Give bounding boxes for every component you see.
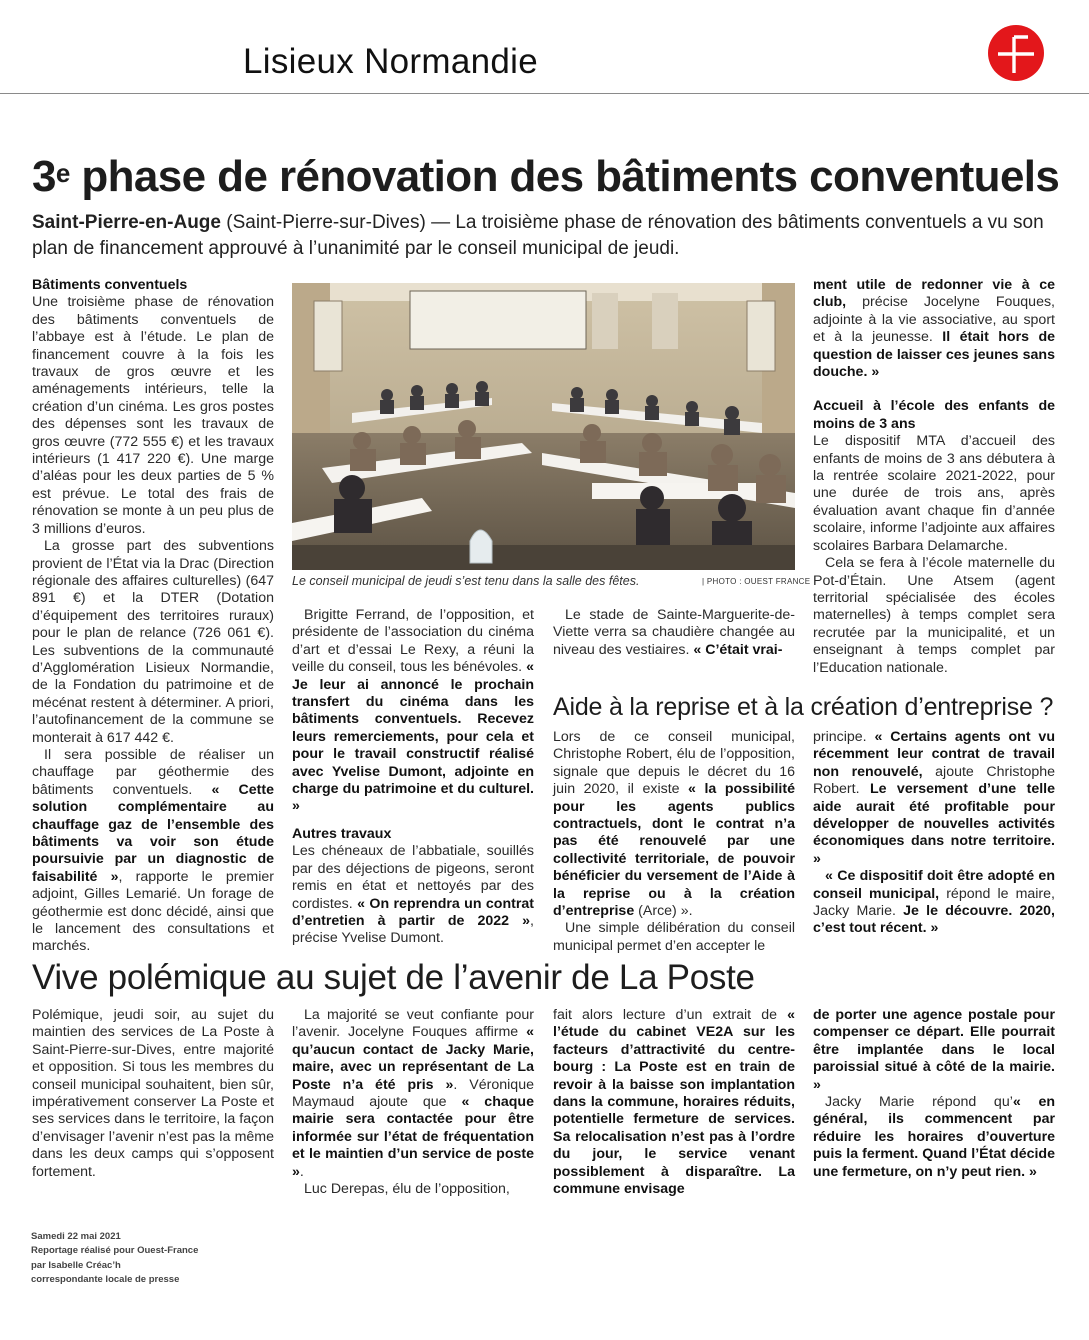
paragraph: Le stade de Sainte-Marguerite-de-Viette verra sa chaudière changée au niveau des vestiaires. « C’était vrai- — [553, 607, 795, 658]
paragraph: Lors de ce conseil municipal, Christophe Robert, élu de l’opposition, signale que depuis le décret du 16 juin 2020, il existe « la possibilité pour les agents publics contractuels, dont le contrat n’a pas été renouvelé par une collectivité territoriale, de pouvoir bénéficier du versement de l’Aide à la reprise ou à la création d’entreprise (Arce) ». — [553, 729, 795, 920]
subhead-autres-travaux: Autres travaux — [292, 825, 392, 842]
council-meeting-photo — [292, 283, 795, 570]
subhead-batiments: Bâtiments conventuels — [32, 277, 188, 293]
paragraph: Polémique, jeudi soir, au sujet du maintien des services de La Poste à Saint-Pierre-sur-Dives, entre majorité et opposition. Si tous les membres du conseil municipal souhaitent, bien sûr, impérativement conserver La Poste et ses services dans le territoire, la façon d’envisager l’avenir n’est pas la même dans les deux camps qui s’opposent fortement. — [32, 1007, 274, 1180]
paragraph: La majorité se veut confiante pour l’avenir. Jocelyne Fouques affirme « qu’aucun contact de Jacky Marie, maire, avec un représentant de La Poste n’a été pris ». Véronique Maymaud ajoute que « chaque mairie sera contactée pour être informée sur l’état de fréquentation et le maintien d’un service de poste ». — [292, 1007, 534, 1180]
footer-credits — [31, 1230, 198, 1288]
column-poste-3 — [553, 1007, 795, 1198]
paragraph: de porter une agence postale pour compenser ce départ. Elle pourrait être implantée dans le local paroissial situé à côté de la mairie. » — [813, 1007, 1055, 1093]
paragraph: « Ce dispositif doit être adopté en conseil municipal, répond le maire, Jacky Marie. Je le découvre. 2020, c’est tout récent. » — [813, 868, 1055, 937]
column-poste-1 — [32, 1007, 274, 1181]
column-poste-2 — [292, 1007, 534, 1198]
paragraph: Les chéneaux de l’abbatiale, souillés par des déjections de pigeons, seront remis en état et nettoyés par des cordistes. « On reprendra un contrat d’entretien à partir de 2022 », précise Yvelise Dumont. — [292, 843, 534, 947]
header-rule — [0, 93, 1089, 94]
headline-aide-reprise: Aide à la reprise et à la création d’entreprise ? — [553, 693, 1054, 721]
column-aide-2 — [813, 729, 1055, 938]
photo-caption: Le conseil municipal de jeudi s’est tenu dans la salle des fêtes. — [292, 574, 640, 588]
column-3 — [553, 607, 795, 659]
paragraph: Le dispositif MTA d’accueil des enfants de moins de 3 ans débutera à la rentrée scolaire 2021-2022, pour une durée de trois ans, après évaluation avant chaque fin d’année scolaire, informe l’adjointe aux affaires scolaires Barbara Delamarche. — [813, 433, 1055, 554]
column-poste-4 — [813, 1007, 1055, 1181]
paragraph: Une simple délibération du conseil municipal permet d’en accepter le — [553, 920, 795, 954]
column-1 — [32, 277, 274, 956]
lede: Saint-Pierre-en-Auge (Saint-Pierre-sur-Dives) — La troisième phase de rénovation des bâtiments conventuels a vu son plan de financement approuvé à l’unanimité par le conseil municipal de jeudi. — [32, 212, 1044, 259]
paragraph: La grosse part des subventions provient de l’État via la Drac (Direction régionale des affaires culturelles) (647 891 €) et la DTER (Dotation d’équipement des territoires ruraux) pour le plan de relance (726 061 €). Les subventions de la communauté d’Agglomération Lisieux Normandie, de la Fondation du patrimoine et de mécénat restent à déterminer. A priori, l’autofinancement de la commune se monterait à 617 442 €. — [32, 538, 274, 746]
paragraph: ment utile de redonner vie à ce club, précise Jocelyne Fouques, adjointe à la vie associative, au sport et à la jeunesse. Il était hors de question de laisser ces jeunes sans douche. » — [813, 277, 1055, 381]
paragraph: principe. « Certains agents ont vu récemment leur contrat de travail non renouvelé, ajoute Christophe Robert. Le versement d’une telle aide aurait été profitable pour développer de nouvelles activités économiques dans notre territoire. » — [813, 729, 1056, 867]
subhead-accueil-ecole: Accueil à l’école des enfants de moins de 3 ans — [813, 398, 1055, 432]
section-title: Lisieux Normandie — [243, 42, 538, 81]
column-aide-1 — [553, 729, 795, 955]
paragraph: Une troisième phase de rénovation des bâtiments conventuels de l’abbaye est à l’étude. Le plan de financement couvre à la fois les travaux de gros œuvre et les aménagements intérieurs, telle la création d’un cinéma. Les gros postes des dépenses sont les travaux de gros œuvre (772 555 €) et les travaux intérieurs (1 417 220 €). Une marge d’aléas pour les deux parties de 5 % est prévue. Le total des frais de rénovation se monte à un peu plus de 3 millions d’euros. — [32, 294, 274, 537]
paragraph: Brigitte Ferrand, de l’opposition, et présidente de l’association du cinéma d’art et d’essai Le Rexy, a réuni la veille du conseil, tous les bénévoles. « Je leur ai annoncé le prochain transfert du cinéma dans les bâtiments conventuels. Recevez leurs remerciements, pour cela et pour le travail constructif réalisé avec Yvelise Dumont, adjointe en charge du patrimoine et du culturel. » — [292, 607, 534, 815]
photo-credit: | PHOTO : OUEST FRANCE — [702, 577, 811, 586]
paragraph: Jacky Marie répond qu’« en général, ils commencent par réduire les horaires d’ouverture puis la ferment. Quand l’État décide une fermeture, on n’y peut rien. » — [813, 1094, 1055, 1180]
paragraph: fait alors lecture d’un extrait de « l’étude du cabinet VE2A sur les facteurs d’attractivité du centre-bourg : La Poste est en train de revoir à la baisse son implantation dans la commune, horaires réduits, potentielle fermeture de services. Sa relocalisation n’est pas à l’ordre du jour, le service venant possiblement à disparaître. La commune envisage — [553, 1007, 795, 1198]
footer-date: Samedi 22 mai 2021 — [31, 1231, 121, 1242]
paragraph: Il sera possible de réaliser un chauffage par géothermie des bâtiments conventuels. « Cette solution complémentaire au chauffage gaz de l’ensemble des bâtiments va voir son étude poursuivie par un diagnostic de faisabilité », rapporte le premier adjoint, Gilles Lemarié. Un forage de géothermie est donc décidé, ainsi que le lancement des consultations et marchés. — [32, 746, 275, 955]
ouest-france-logo-icon — [988, 25, 1044, 81]
main-headline: 3e phase de rénovation des bâtiments conventuels — [32, 152, 1060, 201]
headline-la-poste: Vive polémique au sujet de l’avenir de La Poste — [32, 958, 755, 997]
column-2 — [292, 607, 534, 948]
paragraph: Cela se fera à l’école maternelle du Pot-d’Étain. Une Atsem (agent territorial spécialisée des écoles maternelles) à temps complet sera recrutée par la municipalité, et un enseignant à temps complet par l’Education nationale. — [813, 555, 1055, 676]
paragraph: Luc Derepas, élu de l’opposition, — [304, 1181, 510, 1198]
footer-author: par Isabelle Créac’h — [31, 1259, 121, 1271]
footer-line: Reportage réalisé pour Ouest-France — [31, 1245, 199, 1257]
footer-role: correspondante locale de presse — [31, 1274, 180, 1286]
column-4 — [813, 277, 1055, 677]
